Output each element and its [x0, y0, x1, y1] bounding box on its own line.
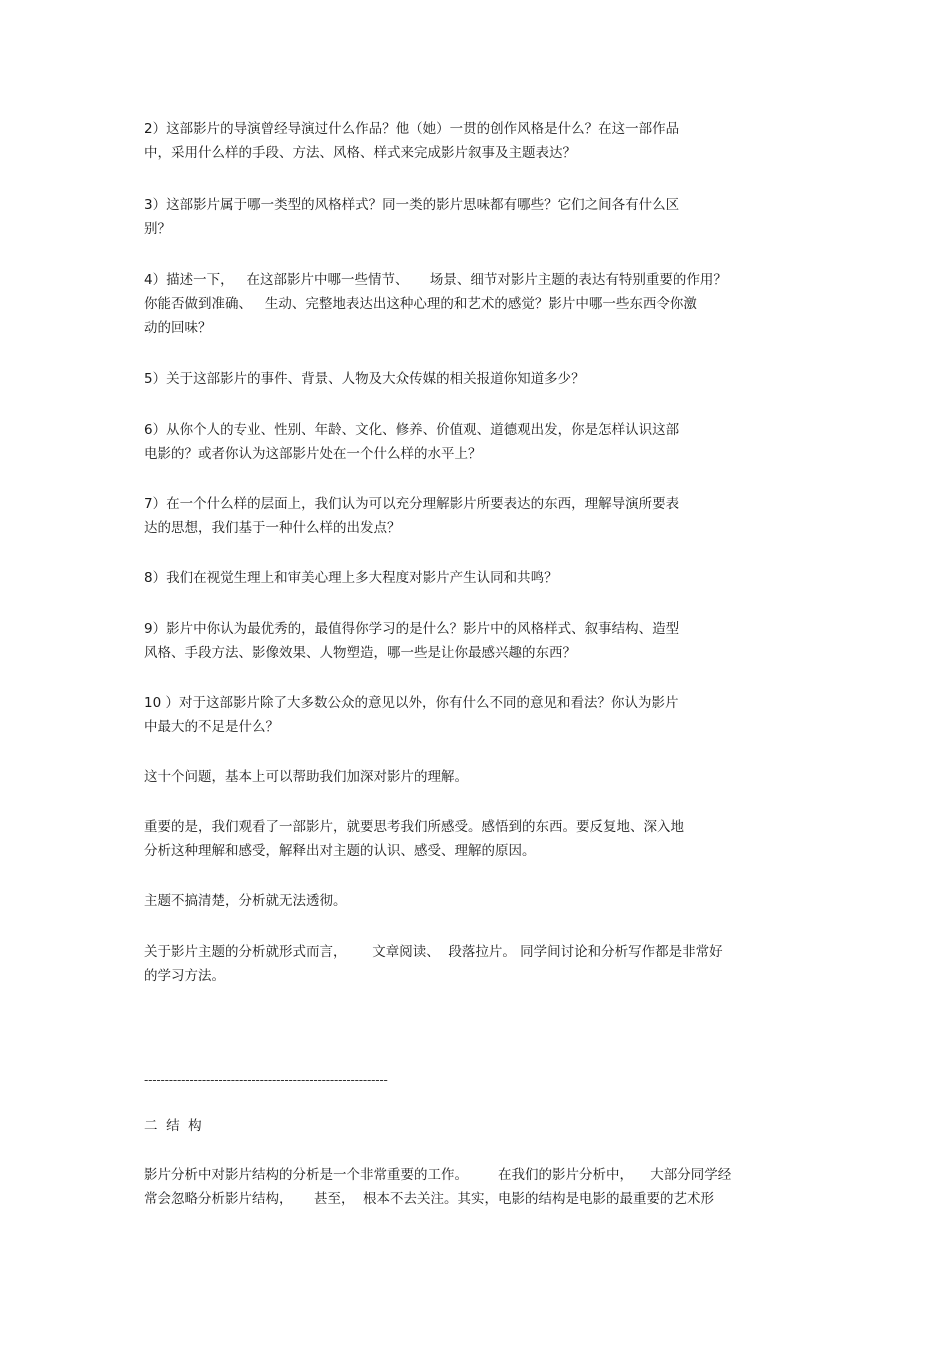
summary-paragraph: 这十个问题，基本上可以帮助我们加深对影片的理解。	[144, 769, 468, 785]
section-heading: 二 结 构	[144, 1118, 202, 1134]
theme-analysis-methods-paragraph: 关于影片主题的分析就形式而言， 文章阅读、 段落拉片。 同学间讨论和分析写作都是非常好 的学习方法。	[144, 944, 723, 984]
question-4-paragraph: 4）描述一下， 在这部影片中哪一些情节、 场景、细节对影片主题的表达有特别重要的作用？ 你能否做到准确、 生动、完整地表达出这种心理的和艺术的感觉？影片中哪一些东西令你激 动的回味？	[144, 272, 727, 336]
structure-intro-paragraph: 影片分析中对影片结构的分析是一个非常重要的工作。 在我们的影片分析中， 大部分同学经 常会忽略分析影片结构， 甚至， 根本不去关注。其实，电影的结构是电影的最重要的艺术形	[144, 1167, 732, 1207]
section-divider: -----------------------------------------------------------	[144, 1073, 388, 1087]
question-8-paragraph: 8）我们在视觉生理上和审美心理上多大程度对影片产生认同和共鸣？	[144, 570, 558, 586]
question-9-paragraph: 9）影片中你认为最优秀的，最值得你学习的是什么？影片中的风格样式、叙事结构、造型 风格、手段方法、影像效果、人物塑造，哪一些是让你最感兴趣的东西？	[144, 621, 680, 661]
question-10-paragraph: 10 ）对于这部影片除了大多数公众的意见以外，你有什么不同的意见和看法？你认为影片 中最大的不足是什么？	[144, 695, 679, 735]
question-7-paragraph: 7）在一个什么样的层面上，我们认为可以充分理解影片所要表达的东西，理解导演所要表 达的思想，我们基于一种什么样的出发点？	[144, 496, 680, 536]
question-2-paragraph: 2）这部影片的导演曾经导演过什么作品？他（她）一贯的创作风格是什么？在这一部作品 中，采用什么样的手段、方法、风格、样式来完成影片叙事及主题表达？	[144, 121, 680, 161]
theme-clarity-paragraph: 主题不搞清楚，分析就无法透彻。	[144, 893, 347, 909]
importance-paragraph: 重要的是，我们观看了一部影片，就要思考我们所感受。感悟到的东西。要反复地、深入地 分析这种理解和感受，解释出对主题的认识、感受、理解的原因。	[144, 819, 684, 859]
question-6-paragraph: 6）从你个人的专业、性别、年龄、文化、修养、价值观、道德观出发，你是怎样认识这部 电影的？或者你认为这部影片处在一个什么样的水平上？	[144, 422, 680, 462]
question-3-paragraph: 3）这部影片属于哪一类型的风格样式？同一类的影片思味都有哪些？它们之间各有什么区 别？	[144, 197, 680, 237]
question-5-paragraph: 5）关于这部影片的事件、背景、人物及大众传媒的相关报道你知道多少？	[144, 371, 585, 387]
